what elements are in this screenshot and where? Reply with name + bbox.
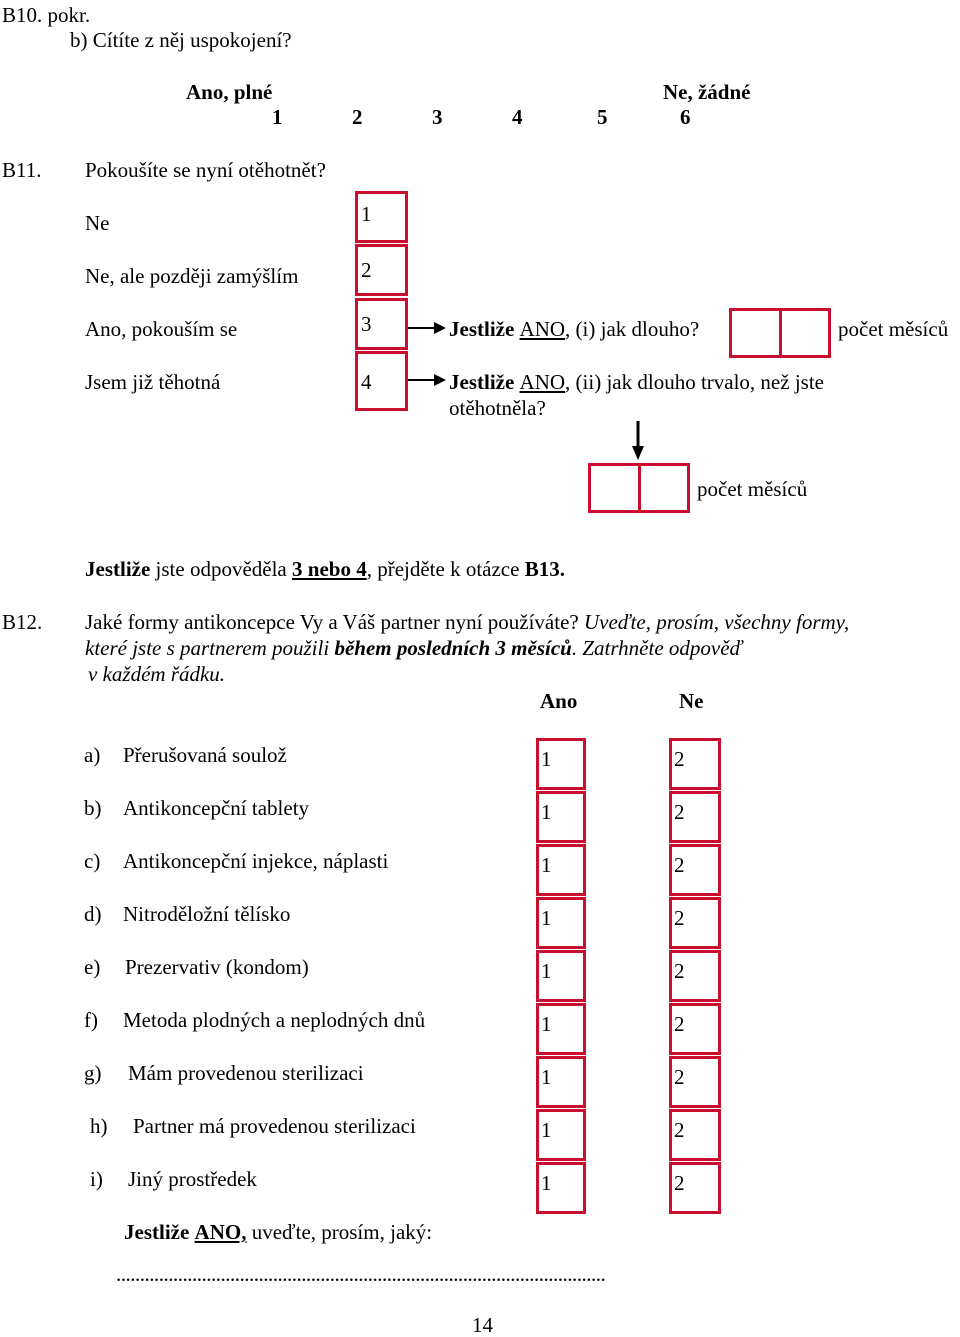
answer-yes-code: 1: [541, 853, 552, 877]
answer-yes-code: 1: [541, 1065, 552, 1089]
skip-instruction: Jestliže jste odpověděla 3 nebo 4, přejděte k otázce B13.: [85, 557, 565, 581]
scale-left-anchor: Ano, plné: [186, 80, 273, 104]
item-label: Přerušovaná soulož: [123, 743, 287, 767]
months-box-ii[interactable]: [588, 463, 690, 513]
answer-no-code: 2: [674, 853, 685, 877]
question-b12: Jaké formy antikoncepce Vy a Váš partner nyní používáte? Uveďte, prosím, všechny formy,: [85, 610, 850, 634]
scale-value-4[interactable]: 4: [512, 105, 523, 129]
item-letter: c): [84, 849, 101, 873]
answer-yes-code: 1: [541, 906, 552, 930]
followup-i: Jestliže ANO, (i) jak dlouho?: [449, 317, 700, 341]
followup-ii-line2: otěhotněla?: [449, 396, 546, 420]
b11-option-code: 1: [361, 202, 372, 226]
b11-option-code: 4: [361, 370, 372, 394]
question-b11: Pokoušíte se nyní otěhotnět?: [85, 158, 326, 182]
item-label: Jiný prostředek: [128, 1167, 257, 1191]
answer-yes-code: 1: [541, 800, 552, 824]
item-label: Antikoncepční injekce, náplasti: [123, 849, 389, 873]
b11-option-label: Ano, pokouším se: [85, 317, 238, 341]
question-number-b11: B11.: [2, 158, 42, 182]
b11-option-code: 3: [361, 312, 372, 336]
answer-no-code: 2: [674, 959, 685, 983]
item-letter: a): [84, 743, 101, 767]
months-label-i: počet měsíců: [838, 317, 949, 341]
item-letter: b): [84, 796, 102, 820]
column-header-yes: Ano: [540, 689, 578, 713]
scale-value-6[interactable]: 6: [680, 105, 691, 129]
answer-yes-code: 1: [541, 1118, 552, 1142]
answer-yes-code: 1: [541, 959, 552, 983]
continuation-label: B10. pokr.: [2, 3, 91, 27]
months-label-ii: počet měsíců: [697, 477, 808, 501]
answer-yes-code: 1: [541, 1012, 552, 1036]
arrow-down-to-months: [632, 421, 644, 460]
other-answer-line[interactable]: .......................................................................................................: [116, 1262, 606, 1286]
item-letter: h): [90, 1114, 108, 1138]
item-label: Partner má provedenou sterilizaci: [133, 1114, 416, 1138]
answer-no-code: 2: [674, 747, 685, 771]
followup-ii: Jestliže ANO, (ii) jak dlouho trvalo, než jste: [449, 370, 824, 394]
item-letter: d): [84, 902, 102, 926]
other-specify: Jestliže ANO, uveďte, prosím, jaký:: [124, 1220, 433, 1244]
item-label: Nitroděložní tělísko: [123, 902, 291, 926]
item-letter: g): [84, 1061, 102, 1085]
b12-instruction-line2: které jste s partnerem použili během posledních 3 měsíců. Zatrhněte odpověď: [85, 636, 743, 660]
b11-option-label: Ne, ale později zamýšlím: [85, 264, 299, 288]
question-b10b: b) Cítíte z něj uspokojení?: [70, 28, 292, 52]
b11-option-code: 2: [361, 258, 372, 282]
question-number-b12: B12.: [2, 610, 43, 634]
answer-no-code: 2: [674, 1118, 685, 1142]
scale-value-5[interactable]: 5: [597, 105, 608, 129]
column-header-no: Ne: [679, 689, 704, 713]
scale-value-2[interactable]: 2: [352, 105, 363, 129]
answer-no-code: 2: [674, 1065, 685, 1089]
scale-value-3[interactable]: 3: [432, 105, 443, 129]
b12-instruction-line3: v každém řádku.: [88, 662, 226, 686]
item-label: Prezervativ (kondom): [125, 955, 309, 979]
item-letter: e): [84, 955, 101, 979]
b11-option-label: Jsem již těhotná: [85, 370, 221, 394]
item-letter: f): [84, 1008, 98, 1032]
page-number: 14: [472, 1313, 493, 1337]
arrow-to-followup-i: [408, 322, 446, 334]
answer-yes-code: 1: [541, 1171, 552, 1195]
answer-no-code: 2: [674, 1171, 685, 1195]
scale-right-anchor: Ne, žádné: [663, 80, 751, 104]
answer-no-code: 2: [674, 1012, 685, 1036]
item-label: Antikoncepční tablety: [123, 796, 310, 820]
item-label: Mám provedenou sterilizaci: [128, 1061, 364, 1085]
answer-no-code: 2: [674, 906, 685, 930]
b11-option-label: Ne: [85, 211, 110, 235]
answer-no-code: 2: [674, 800, 685, 824]
arrow-to-followup-ii: [408, 374, 446, 386]
item-letter: i): [90, 1167, 103, 1191]
months-box-i[interactable]: [729, 308, 831, 358]
answer-yes-code: 1: [541, 747, 552, 771]
scale-value-1[interactable]: 1: [272, 105, 283, 129]
item-label: Metoda plodných a neplodných dnů: [123, 1008, 426, 1032]
